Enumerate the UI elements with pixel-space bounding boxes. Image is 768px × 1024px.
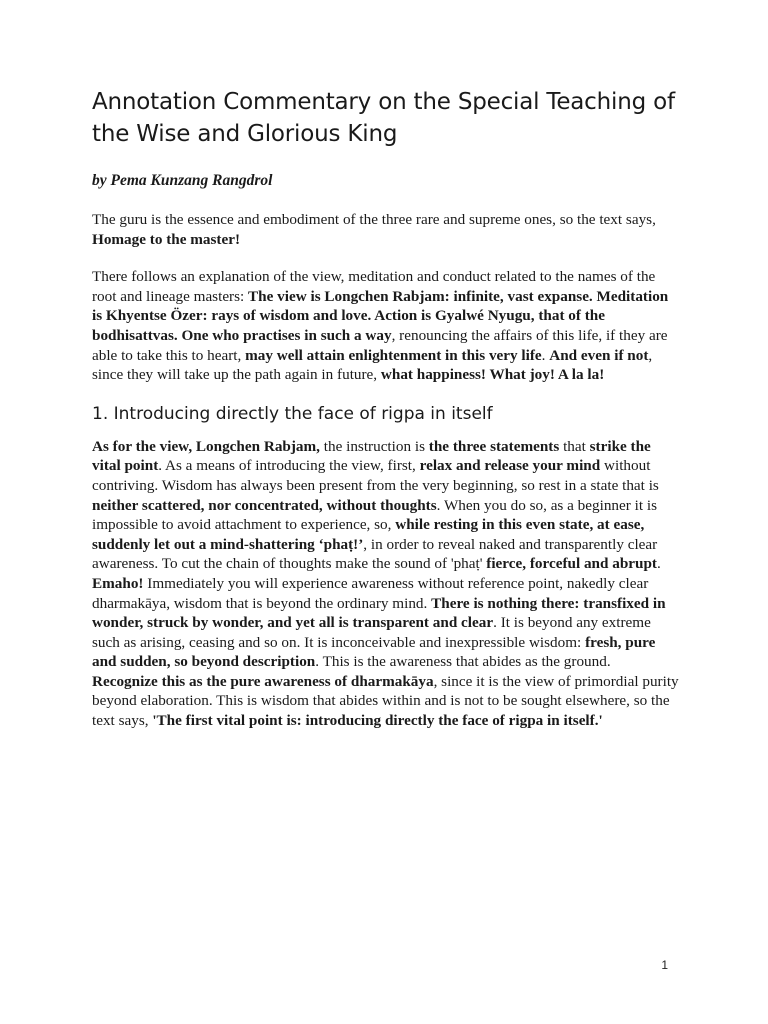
bold-run: fierce, forceful and abrupt xyxy=(486,555,657,573)
text-run: . When you do so, as a beginner it is impossible to avoid attachment to experience, so, xyxy=(92,496,657,534)
bold-run: neither scattered, nor concentrated, without thoughts xyxy=(92,496,437,514)
bold-run: relax and release your mind xyxy=(419,457,601,475)
bold-run: 'The first vital point is: introducing directly the face of rigpa in itself.' xyxy=(152,712,603,730)
text-run: . As a means of introducing the view, first, xyxy=(158,457,420,475)
text-run: Immediately you will experience awareness without reference point, nakedly clear dharmakāya, wisdom that is beyond the ordinary mind. xyxy=(92,574,649,612)
text-run: . xyxy=(541,346,550,364)
bold-run: As for the view, Longchen Rabjam, xyxy=(92,437,320,455)
text-run: , since they will take up the path again in future, xyxy=(92,346,653,384)
bold-run: strike the vital point xyxy=(92,437,651,475)
text-run: that xyxy=(559,437,590,455)
text-run: , renouncing the affairs of this life, if they are able to take this to heart, xyxy=(92,326,668,364)
paragraph-introducing-rigpa xyxy=(92,437,680,731)
document-title: Annotation Commentary on the Special Teaching of the Wise and Glorious King xyxy=(92,89,675,147)
bold-run: what happiness! What joy! A la la! xyxy=(380,366,605,384)
bold-run: fresh, pure and sudden, so beyond description xyxy=(92,633,656,671)
bold-run: And even if not xyxy=(549,346,649,364)
text-run: , since it is the view of primordial purity beyond elaboration. This is wisdom that abides within and is not to be sought elsewhere, so the text says, xyxy=(92,672,679,730)
text-run: There follows an explanation of the view, meditation and conduct related to the names of the root and lineage masters: xyxy=(92,268,656,305)
text-run: the instruction is xyxy=(319,437,429,455)
author-byline: by Pema Kunzang Rangdrol xyxy=(92,172,273,189)
text-run: without contriving. Wisdom has always been present from the very beginning, so rest in a state that is xyxy=(92,457,659,494)
text-run: . This is the awareness that abides as the ground. xyxy=(315,653,611,671)
bold-run: There is nothing there: transfixed in wonder, struck by wonder, and yet all is transparent and clear xyxy=(92,594,666,632)
paragraph-view-meditation-conduct xyxy=(92,267,680,385)
bold-run: while resting in this even state, at ease, suddenly let out a mind-shattering ‘phaṭ!’ xyxy=(92,516,645,553)
bold-run: Recognize this as the pure awareness of dharmakāya xyxy=(92,672,434,690)
text-run: . xyxy=(656,555,661,573)
text-run: The guru is the essence and embodiment of the three rare and supreme ones, so the text says, xyxy=(92,211,656,228)
text-run: , in order to reveal naked and transparently clear awareness. To cut the chain of thoughts make the sound of 'phaṭ' xyxy=(92,535,658,573)
section-heading: 1. Introducing directly the face of rigpa in itself xyxy=(92,403,493,424)
document-page xyxy=(92,86,680,749)
bold-run: The view is Longchen Rabjam: infinite, vast expanse. Meditation is Khyentse Özer: rays of wisdom and love. Action is Gyalwé Nyugu, that of the bodhisattvas. One who practises in such a way xyxy=(92,287,669,344)
bold-run: the three statements xyxy=(428,437,560,455)
bold-run: may well attain enlightenment in this very life xyxy=(245,346,542,364)
page-number: 1 xyxy=(661,958,668,972)
paragraph-homage xyxy=(92,210,680,249)
bold-run: Homage to the master! xyxy=(92,230,241,248)
text-run: . It is beyond any extreme such as arising, ceasing and so on. It is inconceivable and inexpressible wisdom: xyxy=(92,614,651,651)
bold-run: Emaho! xyxy=(92,574,144,592)
